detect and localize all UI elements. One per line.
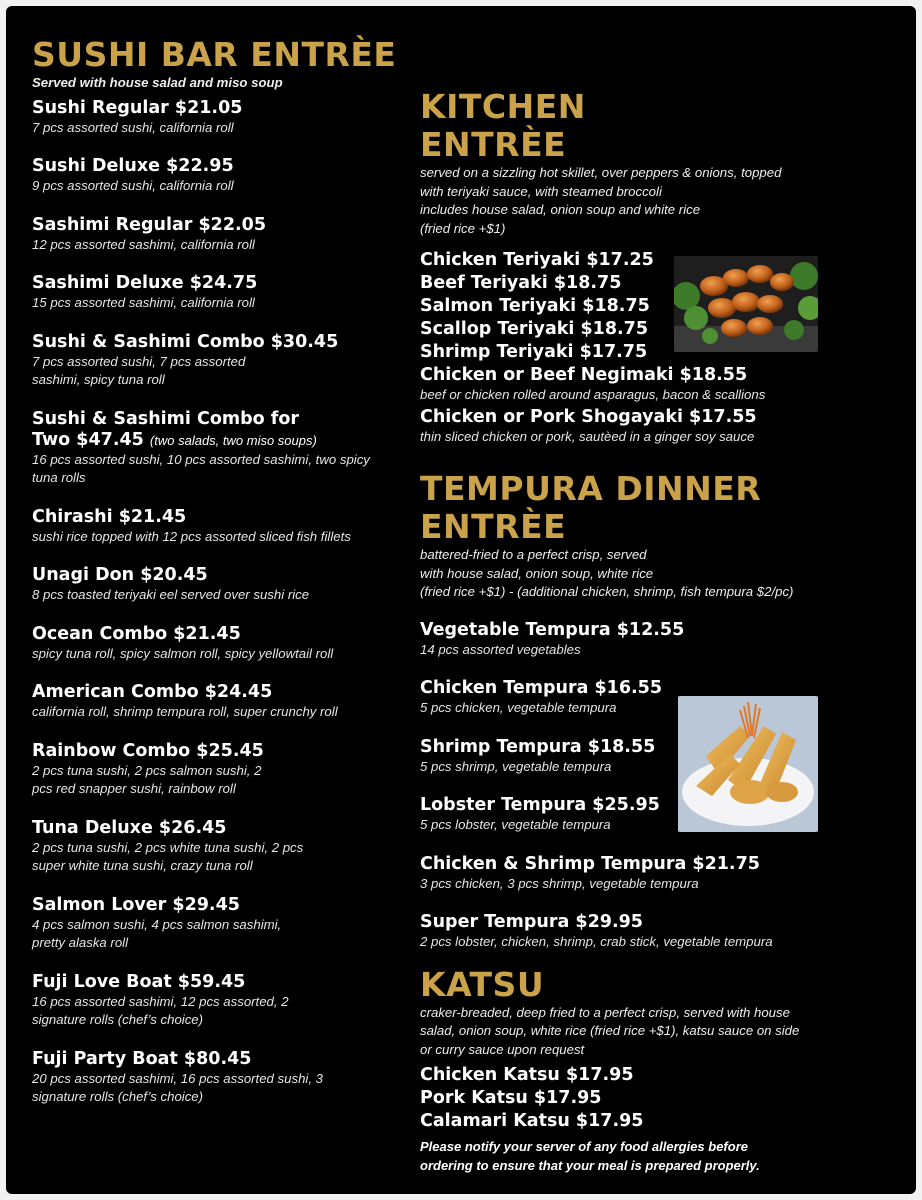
item-desc: sushi rice topped with 12 pcs assorted sliced fish fillets	[32, 528, 351, 544]
item-title: Fuji Party Boat $80.45	[32, 1048, 252, 1069]
menu-item	[420, 854, 820, 894]
kitchen-intro-line: (fried rice +$1)	[420, 220, 506, 236]
item-title	[32, 409, 332, 451]
tempura-photo	[678, 696, 818, 832]
menu-item	[32, 972, 412, 1030]
sushi-bar-heading: SUSHI BAR ENTRÈE	[32, 35, 397, 74]
item-desc: 16 pcs assorted sushi, 10 pcs assorted sashimi, two spicy tuna rolls	[32, 451, 370, 485]
menu-item	[32, 215, 412, 255]
tempura-heading-line1: TEMPURA DINNER	[420, 469, 762, 508]
item-title: Sushi Deluxe $22.95	[32, 156, 234, 176]
menu-page	[6, 6, 916, 1194]
tempura-intro-line: (fried rice +$1) - (additional chicken, shrimp, fish tempura $2/pc)	[420, 584, 794, 599]
kitchen-intro-line: includes house salad, onion soup and white rice	[420, 202, 701, 217]
item-desc: 3 pcs chicken, 3 pcs shrimp, vegetable tempura	[420, 875, 699, 891]
menu-item	[32, 895, 412, 953]
sushi-bar-section	[32, 36, 412, 1126]
item-title: Sushi Regular $21.05	[32, 97, 243, 118]
katsu-item: Calamari Katsu $17.95	[420, 1111, 644, 1131]
item-desc: 4 pcs salmon sushi, 4 pcs salmon sashimi, pretty alaska roll	[32, 916, 282, 950]
teriyaki-item: Shrimp Teriyaki $17.75	[420, 342, 648, 362]
menu-item	[32, 273, 412, 313]
teriyaki-item: Scallop Teriyaki $18.75	[420, 319, 649, 339]
item-title: American Combo $24.45	[32, 682, 273, 702]
menu-item	[32, 741, 412, 799]
allergy-line: Please notify your server of any food allergies before	[420, 1139, 748, 1154]
item-title: Chirashi $21.45	[32, 506, 187, 527]
item-title: Chicken or Beef Negimaki $18.55	[420, 365, 748, 385]
menu-item	[32, 98, 412, 138]
menu-item	[420, 407, 820, 447]
item-desc: 12 pcs assorted sashimi, california roll	[32, 236, 255, 252]
tempura-intro-line: battered-fried to a perfect crisp, served	[420, 547, 647, 562]
katsu-intro-line: or curry sauce upon request	[420, 1041, 585, 1057]
katsu-intro-line: craker-breaded, deep fried to a perfect crisp, served with house	[420, 1004, 790, 1020]
item-desc: california roll, shrimp tempura roll, super crunchy roll	[32, 704, 338, 719]
teriyaki-item: Beef Teriyaki $18.75	[420, 273, 622, 293]
kitchen-heading-line1: KITCHEN	[420, 87, 586, 126]
item-desc: 8 pcs toasted teriyaki eel served over sushi rice	[32, 587, 310, 602]
katsu-section	[420, 966, 820, 1176]
menu-item	[32, 682, 412, 722]
item-desc: 15 pcs assorted sashimi, california roll	[32, 295, 255, 310]
item-desc: 5 pcs shrimp, vegetable tempura	[420, 758, 612, 774]
item-title: Chicken & Shrimp Tempura $21.75	[420, 853, 760, 874]
item-desc: 7 pcs assorted sushi, 7 pcs assorted sashimi, spicy tuna roll	[32, 353, 246, 387]
katsu-item: Chicken Katsu $17.95	[420, 1065, 634, 1085]
item-desc: 16 pcs assorted sashimi, 12 pcs assorted, 2 signature rolls (chef’s choice)	[32, 993, 289, 1027]
item-title: Chicken Tempura $16.55	[420, 678, 663, 698]
item-desc: beef or chicken rolled around asparagus, bacon & scallions	[420, 387, 766, 402]
item-title: Lobster Tempura $25.95	[420, 795, 660, 815]
item-title: Unagi Don $20.45	[32, 565, 208, 585]
menu-item	[420, 620, 820, 660]
item-title: Sashimi Regular $22.05	[32, 214, 267, 235]
tempura-heading-line2: ENTRÈE	[420, 507, 567, 546]
menu-item	[420, 365, 820, 405]
item-desc: 2 pcs tuna sushi, 2 pcs white tuna sushi, 2 pcs super white tuna sushi, crazy tuna roll	[32, 839, 304, 873]
item-title: Fuji Love Boat $59.45	[32, 971, 246, 992]
item-title: Shrimp Tempura $18.55	[420, 736, 656, 757]
menu-item	[420, 912, 820, 952]
allergy-notice	[420, 1138, 820, 1175]
item-title: Chicken or Pork Shogayaki $17.55	[420, 406, 757, 427]
menu-item	[32, 565, 412, 605]
item-title: Sushi & Sashimi Combo $30.45	[32, 331, 339, 352]
item-desc: 9 pcs assorted sushi, california roll	[32, 178, 234, 193]
menu-item	[32, 507, 412, 547]
menu-item	[32, 1049, 412, 1107]
item-desc: 5 pcs lobster, vegetable tempura	[420, 817, 611, 832]
teriyaki-photo	[674, 256, 818, 352]
katsu-intro-line: salad, onion soup, white rice (fried rice +$1), katsu sauce on side	[420, 1023, 800, 1038]
allergy-line: ordering to ensure that your meal is prepared properly.	[420, 1157, 760, 1173]
sushi-bar-subheading: Served with house salad and miso soup	[32, 75, 283, 90]
item-desc: thin sliced chicken or pork, sautèed in a ginger soy sauce	[420, 428, 755, 444]
item-title-note: (two salads, two miso soups)	[149, 432, 317, 448]
item-desc: 14 pcs assorted vegetables	[420, 641, 581, 657]
menu-item	[32, 409, 412, 488]
item-desc: 7 pcs assorted sushi, california roll	[32, 119, 234, 135]
item-desc: 20 pcs assorted sashimi, 16 pcs assorted sushi, 3 signature rolls (chef’s choice)	[32, 1070, 324, 1104]
teriyaki-item: Salmon Teriyaki $18.75	[420, 296, 650, 316]
teriyaki-item: Chicken Teriyaki $17.25	[420, 250, 654, 270]
katsu-item: Pork Katsu $17.95	[420, 1088, 602, 1108]
tempura-intro-line: with house salad, onion soup, white rice	[420, 565, 654, 581]
katsu-heading: KATSU	[420, 964, 545, 1004]
item-title: Ocean Combo $21.45	[32, 623, 241, 644]
kitchen-intro-line: served on a sizzling hot skillet, over peppers & onions, topped	[420, 165, 782, 180]
item-desc: spicy tuna roll, spicy salmon roll, spicy yellowtail roll	[32, 645, 334, 661]
menu-item	[32, 624, 412, 664]
item-desc: 2 pcs tuna sushi, 2 pcs salmon sushi, 2 pcs red snapper sushi, rainbow roll	[32, 762, 262, 796]
kitchen-intro-line: with teriyaki sauce, with steamed broccoli	[420, 183, 662, 199]
item-title-text: Sushi & Sashimi Combo for Two $47.45	[32, 408, 300, 450]
menu-item	[32, 818, 412, 876]
item-title: Super Tempura $29.95	[420, 912, 643, 932]
item-desc: 5 pcs chicken, vegetable tempura	[420, 700, 617, 715]
item-title: Salmon Lover $29.45	[32, 894, 240, 915]
item-title: Vegetable Tempura $12.55	[420, 619, 685, 640]
item-title: Sashimi Deluxe $24.75	[32, 273, 258, 293]
menu-item	[32, 156, 412, 196]
right-column	[420, 88, 820, 1175]
menu-item	[32, 332, 412, 390]
item-desc: 2 pcs lobster, chicken, shrimp, crab stick, vegetable tempura	[420, 934, 773, 949]
item-title: Rainbow Combo $25.45	[32, 740, 264, 761]
item-title: Tuna Deluxe $26.45	[32, 817, 227, 838]
kitchen-heading-line2: ENTRÈE	[420, 125, 567, 164]
